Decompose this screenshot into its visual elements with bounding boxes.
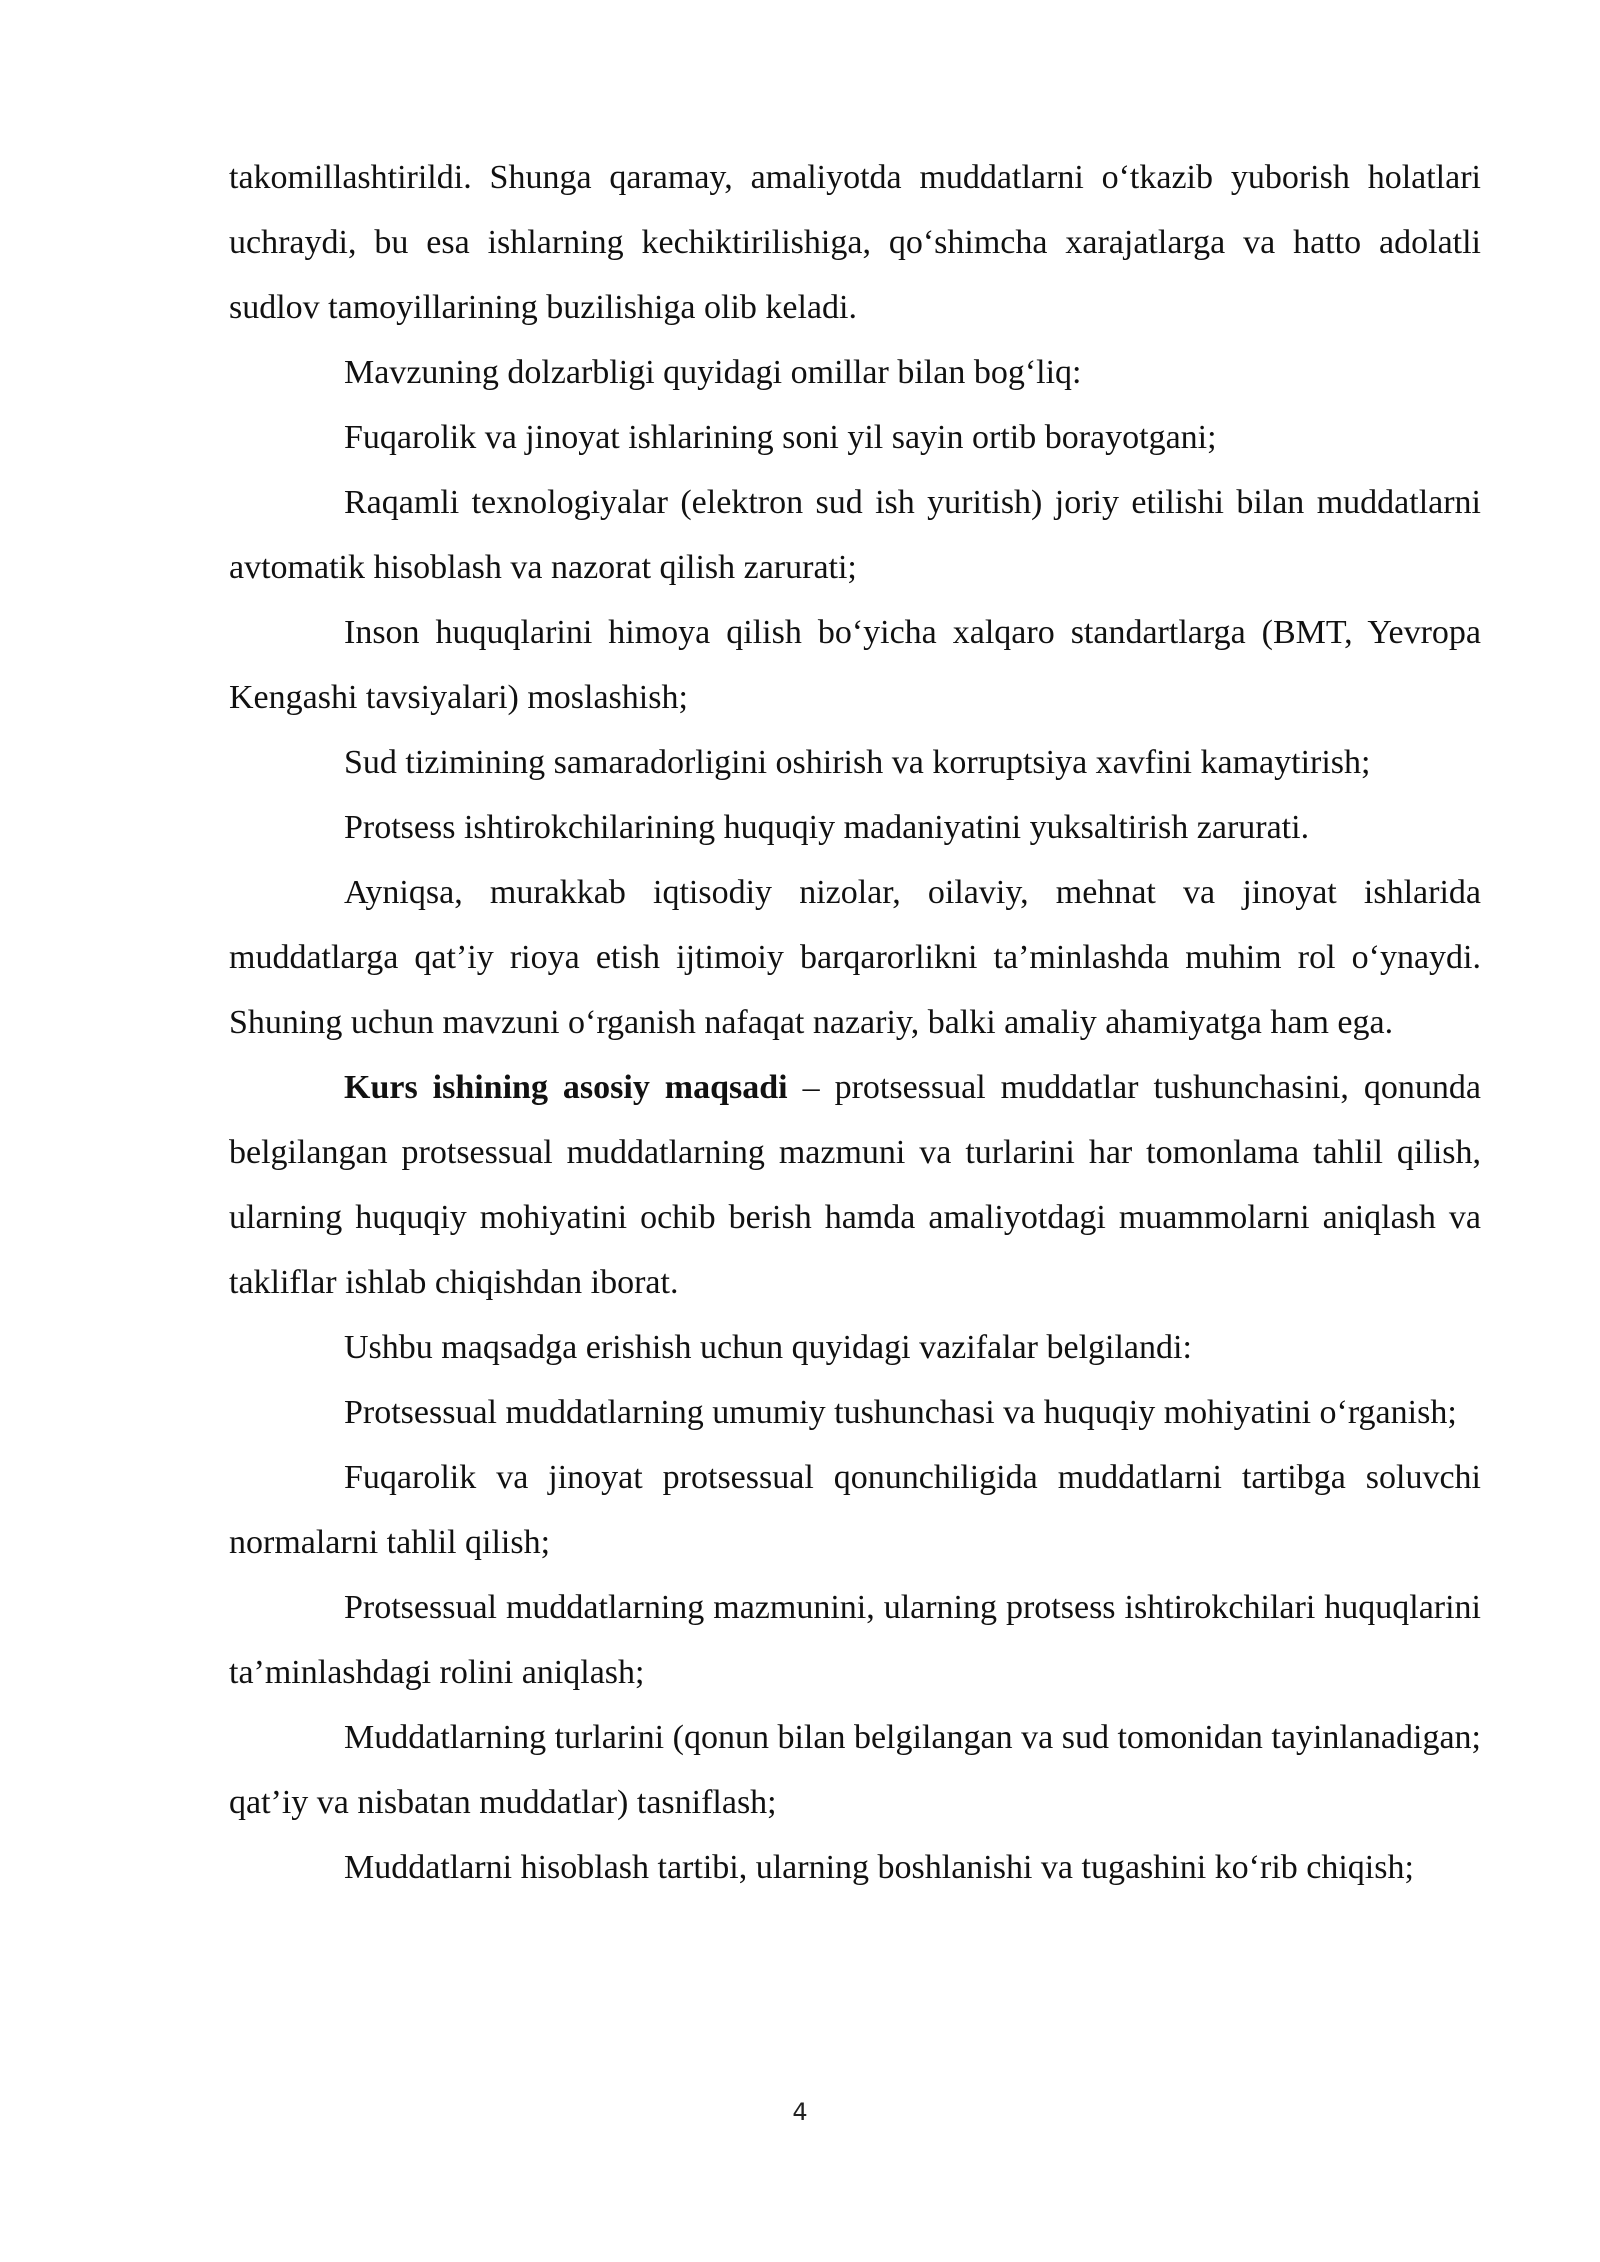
paragraph: Inson huquqlarini himoya qilish boʻyicha xalqaro standartlarga (BMT, Yevropa Kengashi tavsiyalari) moslashish;	[229, 614, 1481, 716]
goal-text: – protsessual muddatlar tushunchasini, qonunda belgilangan protsessual muddatlarning mazmuni va turlarini har tomonlama tahlil qilish, ularning huquqiy mohiyatini ochib berish hamda amaliyotdagi muammolarni aniqlash va takliflar ishlab chiqishdan iborat.	[229, 1069, 1481, 1301]
paragraph: Ushbu maqsadga erishish uchun quyidagi vazifalar belgilandi:	[344, 1329, 1192, 1366]
paragraph-goal	[229, 1055, 1481, 1315]
paragraph: Raqamli texnologiyalar (elektron sud ish yuritish) joriy etilishi bilan muddatlarni avtomatik hisoblash va nazorat qilish zarurati;	[229, 484, 1481, 586]
paragraph: Ayniqsa, murakkab iqtisodiy nizolar, oilaviy, mehnat va jinoyat ishlarida muddatlarga qat’iy rioya etish ijtimoiy barqarorlikni ta’minlashda muhim rol oʻynaydi. Shuning uchun mavzuni oʻrganish nafaqat nazariy, balki amaliy ahamiyatga ham ega.	[229, 874, 1481, 1041]
paragraph: Mavzuning dolzarbligi quyidagi omillar bilan bogʻliq:	[344, 354, 1082, 391]
paragraph: Muddatlarni hisoblash tartibi, ularning boshlanishi va tugashini koʻrib chiqish;	[344, 1849, 1414, 1886]
paragraph: Fuqarolik va jinoyat ishlarining soni yil sayin ortib borayotgani;	[344, 419, 1217, 456]
goal-heading: Kurs ishining asosiy maqsadi	[344, 1069, 788, 1106]
body-text	[229, 145, 1481, 1900]
page-number: 4	[792, 2098, 808, 2126]
paragraph: Sud tizimining samaradorligini oshirish va korruptsiya xavfini kamaytirish;	[344, 744, 1371, 781]
paragraph: Fuqarolik va jinoyat protsessual qonunchiligida muddatlarni tartibga soluvchi normalarni tahlil qilish;	[229, 1459, 1481, 1561]
paragraph: Protsessual muddatlarning umumiy tushunchasi va huquqiy mohiyatini oʻrganish;	[344, 1394, 1457, 1431]
paragraph: Muddatlarning turlarini (qonun bilan belgilangan va sud tomonidan tayinlanadigan; qat’iy va nisbatan muddatlar) tasniflash;	[229, 1719, 1481, 1821]
paragraph: Protsess ishtirokchilarining huquqiy madaniyatini yuksaltirish zarurati.	[344, 809, 1310, 846]
paragraph: takomillashtirildi. Shunga qaramay, amaliyotda muddatlarni oʻtkazib yuborish holatlari uchraydi, bu esa ishlarning kechiktirilishiga, qoʻshimcha xarajatlarga va hatto adolatli sudlov tamoyillarining buzilishiga olib keladi.	[229, 159, 1481, 326]
paragraph: Protsessual muddatlarning mazmunini, ularning protsess ishtirokchilari huquqlarini ta’minlashdagi rolini aniqlash;	[229, 1589, 1481, 1691]
